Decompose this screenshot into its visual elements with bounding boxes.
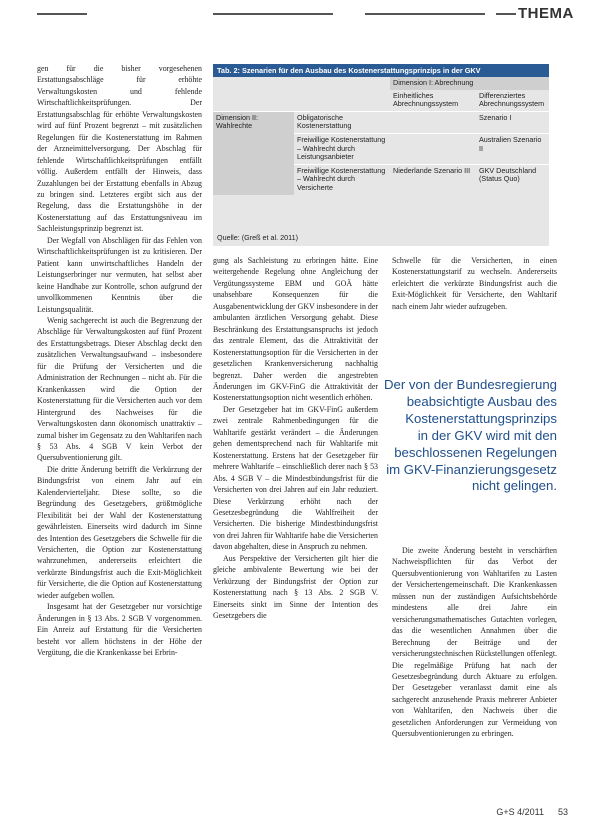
paragraph: Aus Perspektive der Versicherten gilt hier die gleiche ambivalente Bewertung wie bei der Verkürzung der Bindungsfrist der Option zur Kostenerstattung nach § 13 Abs. 2 SGB V. Einerseits sinkt im Sinne der Intention des Gesetzgebers die [213,553,378,621]
table-cell [390,133,476,164]
scenario-table [213,64,549,246]
pull-quote-line: Kostenerstattungsprinzips [405,410,557,426]
pull-quote-line: in der GKV wird mit den [417,427,557,443]
header-rule-left [37,13,87,15]
section-title: THEMA [518,5,574,22]
paragraph: Der Gesetzgeber hat im GKV-FinG außerdem zwei zentrale Rahmenbedingungen für die Wahltarife gestärkt verändert – die Änderungen gehen dementsprechend nach für Wahltarife mit Kostenerstattung. Erstens hat der Gesetzgeber für mehrere Wahltarife – einschließlich derer nach § 53 Abs. 4 SGB V – die Mindestbindungsfrist für die Versicherten von drei Jahren auf ein Jahr reduziert. Diese Verkürzung erhöht nach der Gesetzesbegründung die Wahlfreiheit der Versicherten. Die bisherige Mindestbindungsfrist von drei Jahren für Wahltarife habe die Versicherten davon abgehalten, diese in Anspruch zu nehmen. [213,404,378,552]
magazine-issue: G+S 4/2011 [496,807,544,817]
header-rule-mid2 [365,13,485,15]
table-cell: Niederlande Szenario III [390,164,476,194]
pull-quote-line: beschlossenen Regelungen [394,444,557,460]
table-cell [390,111,476,133]
paragraph: Die dritte Änderung betrifft die Verkürzung der Bindungsfrist von einem Jahr auf ein Kalendervierteljahr. Diese sollte, so die Begründung des Gesetzgebers, größtmögliche Flexibilität bei der Wahl der Kostenerstattung gewährleisten. Einerseits wird dadurch im Sinne des Intention des Gesetzgebers die Schwelle für die Versicherten, die Option zur Kostenerstattung wahrzunehmen, andererseits erleichtert die verkürzte Bindungsfrist auch die Exit-Möglichkeit für Versicherte, die die Option auf Kostenerstattung wieder aufgeben wollen. [37,464,202,600]
paragraph: gung als Sachleistung zu erbringen hätte. Eine weitergehende Regelung ohne Angleichung der Vergütungssysteme EBM und GOÄ hätte unabsehbare Konsequenzen für die Ausgabenentwicklung der GKV insbesondere in der ambulanten ärztlichen Versorgung gehabt. Diese Beschränkung des Erstattungsanspruchs ist jedoch das zentrale Element, das die Attraktivität der Kostenerstattungsoption für die Versicherten in der gesetzlichen Krankenversicherung nachhaltig begrenzt. Daher werden die angestrebten Änderungen im GKV-FinG die Attraktivität der Kostenerstattungsoption nicht wesentlich erhöhen. [213,256,378,403]
text-column-3-bottom [392,545,557,740]
dimension-2-header: Dimension II: Wahlrechte [213,111,294,194]
table-cell: Australien Szenario II [476,133,549,164]
table-grid [213,77,549,195]
pull-quote [362,377,557,495]
table-row-label: Freiwillige Kostenerstattung – Wahlrecht durch Versicherte [294,164,390,194]
paragraph: Die zweite Änderung besteht in verschärften Nachweispflichten für das Verbot der Quersubventionierung von Wahltarifen zu Lasten der Versichertengemeinschaft. Die Krankenkassen müssen nun der zuständigen Aufsichtsbehörde mindestens alle drei Jahre ein versicherungsmathematisches Gutachten vorlegen, das die wesentlichen Annahmen über die Berechnung der Beiträge und der versicherungstechnischen Rückstellungen offenlegt. Die regelmäßige Prüfung hat nach der Gesetzesbegründung durch Aktuare zu erfolgen. Der Gesetzgeber veranlasst damit eine als sachgerecht anzusehende Praxis mehrerer Anbieter von Wahltarifen, den Nachweis über die gesetzlichen Anforderungen zur Vermeidung von Quersubventionierungen zu erbringen. [392,546,557,739]
table-row-label: Freiwillige Kostenerstattung – Wahlrecht durch Leistungsanbieter [294,133,390,164]
paragraph: gen für die bisher vorgesehenen Erstattungsabschläge für erhöhte Verwaltungskosten und fehlende Wirtschaftlichkeitsprüfungen. Der Erstattungsabschlag für erhöhte Verwaltungskosten wird auf fünf Prozent begrenzt – mit zusätzlichen Regelungen für die Kostenerstattung im Rahmen der Arzneimittelversorgung. Der Abschlag für fehlende Wirtschaftlichkeitsprüfungen entfällt völlig. Außerdem entfällt der Hinweis, dass Zuzahlungen bei der Erstattung ebenfalls in Abzug zu bringen sind. Letzteres ergibt sich aus der Regelung, dass die Erstattungshöhe in der Kostenerstattung auf das Erstattungsniveau im Sachleistungsprinzip begrenzt ist. [37,64,202,234]
pull-quote-line: Der von der Bundesregierung [383,377,557,392]
pull-quote-line: beabsichtigte Ausbau des [406,393,557,409]
paragraph: Der Wegfall von Abschlägen für das Fehlen von Wirtschaftlichkeitsprüfungen ist zu kritisieren. Der Patient kann unwirtschaftliches Handeln der Leistungserbringer nur vermuten, hat selbst aber keine Handhabe zur Kontrolle, schon aufgrund der unvollkommenen Kenntnis über die Leistungsqualität. [37,235,202,314]
paragraph: Insgesamt hat der Gesetzgeber nur vorsichtige Änderungen in § 13 Abs. 2 SGB V vorgenommen. Ein Anreiz auf Erstattung für die Versicherten besteht vor allem höchstens in der Höhe der Vergütung, die die Krankenkasse bei Erbrin- [37,602,202,658]
paragraph: Wenig sachgerecht ist auch die Begrenzung der Abschläge für Verwaltungskosten auf fünf Prozent des Erstattungsbetrags. Dieser Abschlag deckt den zusätzlichen Verwaltungsaufwand – insbesondere für die Prüfung der Versicherten und die Administration der Rechnungen – nicht ab. Für die Krankenkassen wird die Option der Kostenerstattung für die Versicherten auch vor dem Hintergrund des Nachweises für die Verwaltungskosten dann ökonomisch unattraktiv – zumal bisher im Gegensatz zu den Wahltarifen nach § 53 Abs. 4 SGB V kein Verbot der Quersubventionierung gilt. [37,315,202,463]
text-column-1 [37,63,202,659]
text-column-3-top [392,255,557,312]
table-source: Quelle: (Greß et al. 2011) [217,233,298,243]
header-rule-right [496,13,516,15]
text-column-2 [213,255,378,622]
table-cell: GKV Deutschland (Status Quo) [476,164,549,194]
pull-quote-line: nicht gelingen. [471,478,557,494]
header-rule-mid1 [213,13,333,15]
table-title: Tab. 2: Szenarien für den Ausbau des Kostenerstattungsprinzips in der GKV [213,64,549,77]
page-number: 53 [557,807,568,817]
paragraph: Schwelle für die Versicherten, in einen Kostenerstattungstarif zu wechseln. Andererseits erleichtert die verkürzte Bindungsfrist auch die Exit-Möglichkeit für Versicherte, den Wahltarif nach einem Jahr wieder aufzugeben. [392,256,557,311]
column-header-uniform: Einheitliches Abrechnungssystem [393,90,459,109]
dimension-1-header: Dimension I: Abrechnung [390,77,549,90]
table-row-label: Obligatorische Kostenerstattung [294,111,390,133]
table-cell: Szenario I [476,111,549,133]
column-header-differentiated: Differenziertes Abrechnungssystem [479,90,545,109]
pull-quote-line: im GKV-Finanzierungsgesetz [386,461,557,477]
